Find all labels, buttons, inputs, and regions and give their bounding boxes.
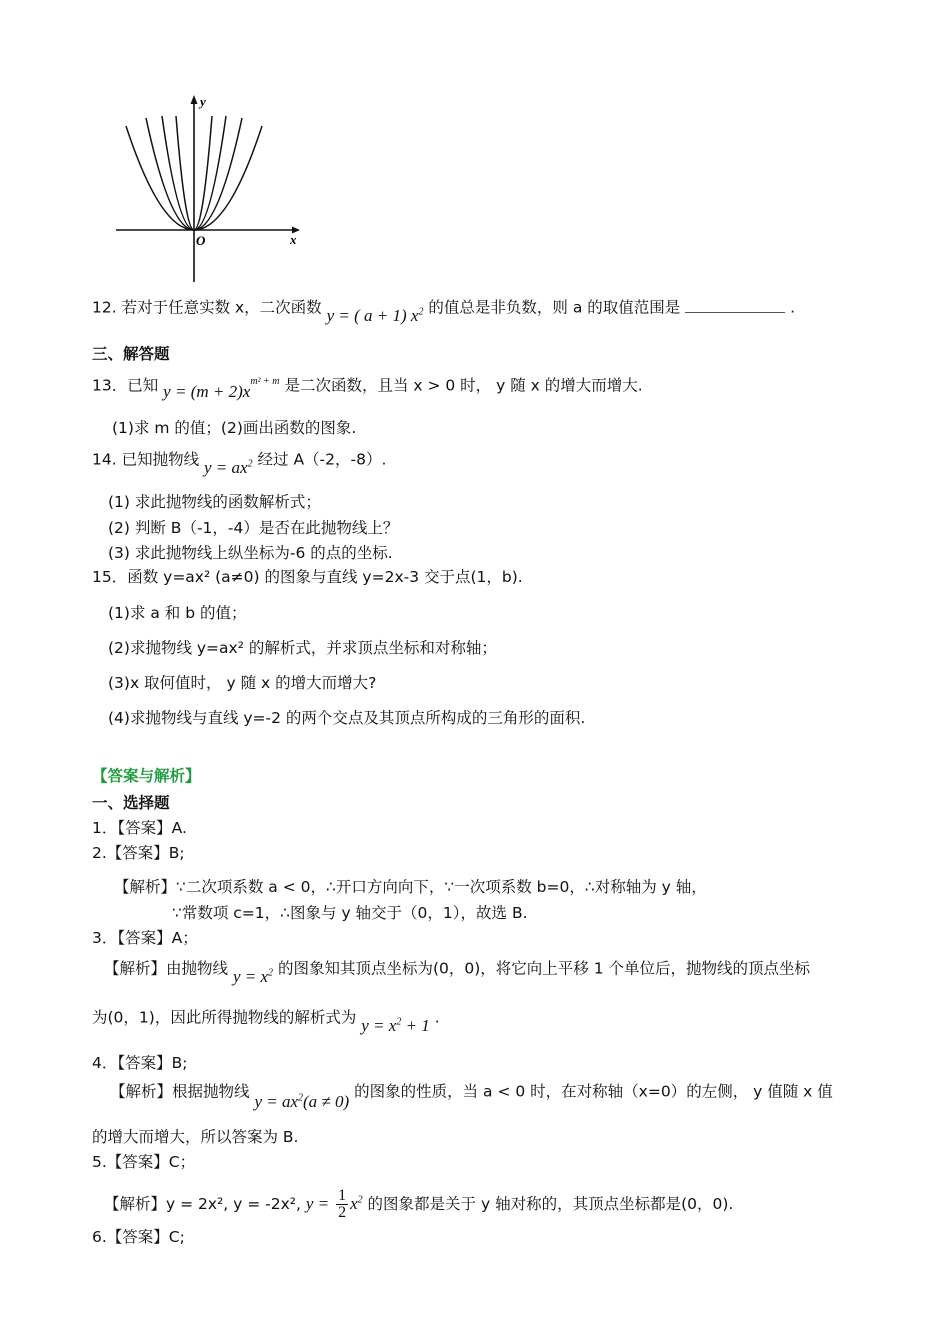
question-15: 15．函数 y=ax² (a≠0) 的图象与直线 y=2x-3 交于点(1，b).: [92, 568, 523, 586]
answer-4: 4．【答案】B;: [92, 1054, 188, 1072]
question-14: 14. 已知抛物线 $y = ax^2$ 经过 A（-2，-8）.: [92, 450, 387, 477]
answer-3-explanation-2: 为(0，1)，因此所得抛物线的解析式为 $y = x^2 + 1$ .: [92, 1008, 440, 1035]
answer-5: 5.【答案】C；: [92, 1153, 196, 1171]
origin-label: O: [196, 233, 206, 248]
answer-4-explanation-2: 的增大而增大，所以答案为 B.: [92, 1128, 299, 1146]
answers-header: 【答案与解析】: [92, 767, 201, 785]
q15-item-2: (2)求抛物线 y=ax² 的解析式，并求顶点坐标和对称轴；: [108, 639, 497, 657]
q15-item-3: (3)x 取何值时， y 随 x 的增大而增大?: [108, 674, 377, 692]
parabola-graph: [112, 92, 312, 286]
q12-formula: y = ( a + 1) $x^2$: [326, 305, 424, 325]
answer-6: 6.【答案】C;: [92, 1228, 185, 1246]
q14-formula: $y = ax^2$: [204, 457, 253, 477]
question-13: 13．已知 $y = (m + 2)x^{m^2 + m}$ 是二次函数，且当 x > 0 时， y 随 x 的增大而增大.: [92, 376, 643, 401]
fraction-one-half: $\frac{1}{2}$: [338, 1187, 347, 1221]
answer-2-explanation-1: 【解析】∵二次项系数 a < 0，∴开口方向向下，∵一次项系数 b=0，∴对称轴为 y 轴，: [114, 878, 707, 896]
q14-item-3: (3) 求此抛物线上纵坐标为-6 的点的坐标.: [108, 544, 393, 562]
x-axis-label: x: [290, 232, 297, 247]
answers-section-1: 一、选择题: [92, 794, 170, 812]
question-12: 12. 若对于任意实数 x，二次函数 y = ( a + 1) $x^2$ 的值总是非负数，则 a 的取值范围是 .: [92, 298, 796, 325]
question-13-sub: (1)求 m 的值；(2)画出函数的图象.: [112, 419, 357, 437]
q14-item-1: (1) 求此抛物线的函数解析式；: [108, 493, 321, 511]
answer-2-explanation-2: ∵常数项 c=1，∴图象与 y 轴交于（0，1），故选 B.: [172, 904, 528, 922]
y-axis-label: y: [200, 94, 206, 109]
answer-3-explanation-1: 【解析】由抛物线 $y = x^2$ 的图象知其顶点坐标为(0，0)，将它向上平移 1 个单位后，抛物线的顶点坐标: [104, 959, 810, 986]
q14-item-2: (2) 判断 B（-1，-4）是否在此抛物线上？: [108, 519, 399, 537]
answer-3: 3．【答案】A；: [92, 929, 198, 947]
answer-5-explanation: 【解析】y = 2x², y = -2x², y = $\frac{1}{2}$ $x^2$ 的图象都是关于 y 轴对称的，其顶点坐标都是(0，0).: [104, 1187, 734, 1221]
answer-4-explanation-1: 【解析】根据抛物线 $y = ax^2(a \ne 0)$ 的图象的性质，当 a < 0 时，在对称轴（x=0）的左侧， y 值随 x 值: [110, 1082, 833, 1111]
q15-item-4: (4)求抛物线与直线 y=-2 的两个交点及其顶点所构成的三角形的面积.: [108, 709, 586, 727]
q15-item-1: (1)求 a 和 b 的值；: [108, 604, 247, 622]
answer-blank[interactable]: [685, 300, 785, 313]
section-3-title: 三、解答题: [92, 345, 170, 363]
q13-formula: $y = (m + 2)x^{m^2 + m}$: [163, 376, 280, 401]
answer-2: 2.【答案】B;: [92, 844, 185, 862]
answer-1: 1．【答案】A.: [92, 819, 187, 837]
y-axis-arrow: [191, 95, 198, 104]
